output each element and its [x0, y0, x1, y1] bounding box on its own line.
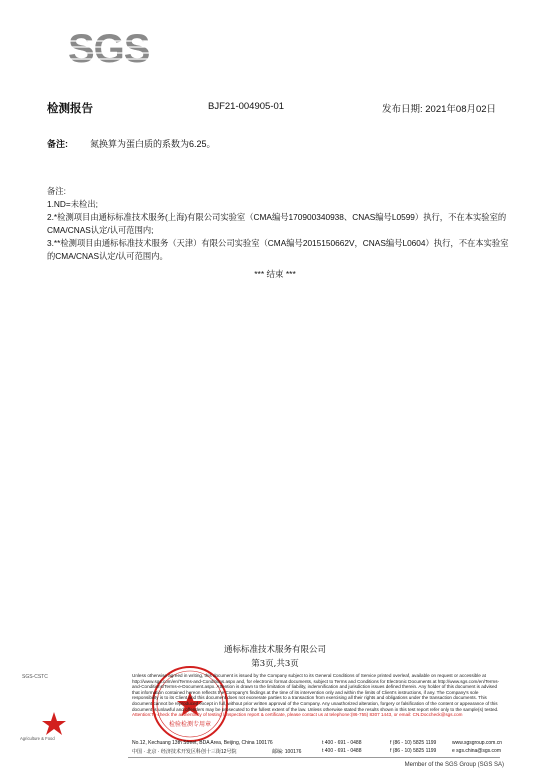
note-line-3: 3.**检测项目由通标标准技术服务（天津）有限公司实验室（CMA编号2015150662V，CNAS编号L0604）执行，不在本实验室的CMA/CNAS认定/认可范围内。	[47, 238, 509, 261]
footer-divider	[128, 757, 500, 758]
logo-stripes	[68, 33, 163, 69]
postcode: 邮编: 100176	[272, 749, 302, 755]
issue-date: 发布日期: 2021年08月02日	[382, 104, 497, 115]
remark-text: 氮换算为蛋白质的系数为6.25。	[90, 139, 216, 149]
sgs-logo: SGS	[68, 27, 150, 71]
page-number: 第3页,共3页	[251, 659, 299, 669]
company-name: 通标标准技术服务有限公司	[223, 645, 326, 655]
fax-1: f (86 - 10) 5825 1199	[390, 740, 437, 746]
address-cn: 中国 · 北京 · 经济技术开发区科创十三街12号院	[132, 749, 237, 755]
email: e sgs.china@sgs.com	[452, 748, 501, 754]
note-line-2: 2.*检测项目由通标标准技术服务(上海)有限公司实验室（CMA编号170900340938、CNAS编号L0599）执行，不在本实验室的CMA/CNAS认定/认可范围内;	[47, 212, 507, 235]
address-en: No.12, Kechuang 13th Street, BDA Area, Beijing, China 100176	[132, 740, 273, 746]
phone-2: t 400 - 691 - 0488	[322, 748, 362, 754]
sgs-cstc-badge-logo	[20, 672, 88, 744]
remark-label: 备注:	[47, 139, 68, 149]
end-marker: *** 结束 ***	[254, 269, 296, 279]
svg-text:SGS-CSTC: SGS-CSTC	[22, 674, 48, 680]
website: www.sgsgroup.com.cn	[452, 740, 503, 746]
authenticity-attention: Attention:To check the authenticity of testing / inspection report & certificate, please contact us at telephone:(86-755) 8307 1443, or email: CN.Doccheck@sgs.com	[132, 712, 463, 718]
svg-text:Agriculture & Food: Agriculture & Food	[20, 736, 55, 741]
notes-heading: 备注:	[47, 186, 66, 196]
fax-2: f (86 - 10) 5825 1199	[390, 748, 437, 754]
svg-text:检验检测专用章: 检验检测专用章	[168, 721, 212, 728]
terms-fine-print	[132, 673, 500, 718]
report-number: BJF21-004905-01	[208, 101, 285, 112]
phone-1: t 400 - 691 - 0488	[322, 740, 362, 746]
member-of-sgs-group: Member of the SGS Group (SGS SA)	[404, 762, 504, 768]
note-line-1: 1.ND=未检出;	[47, 199, 98, 209]
report-title: 检测报告	[47, 103, 93, 115]
terms-text: Unless otherwise agreed in writing, this document is issued by the Company subject to its General Conditions of Service printed overleaf, available on request or accessible at http://www.sgs.com/en/Terms-and-Conditions.aspx and, for electronic format documents, subject to Terms and Conditions for Electronic Documents at http://www.sgs.com/en/Terms-and-Conditions/Terms-e-Document.aspx. Attention is drawn to the limitation of liability, indemnification and jurisdiction issues defined therein. Any holder of this document is advised that information contained hereon reflects the Company's findings at the time of its intervention only and within the limits of Client's instructions, if any. The Company's sole responsibility is to its Client and this document does not exonerate parties to a transaction from exercising all their rights and obligations under the transaction documents. This document cannot be reproduced except in full, without prior written approval of the Company. Any unauthorized alteration, forgery or falsification of the content or appearance of this document is unlawful and offenders may be prosecuted to the fullest extent of the law. Unless otherwise stated the results shown in this test report refer only to the sample(s) tested.	[132, 673, 500, 712]
